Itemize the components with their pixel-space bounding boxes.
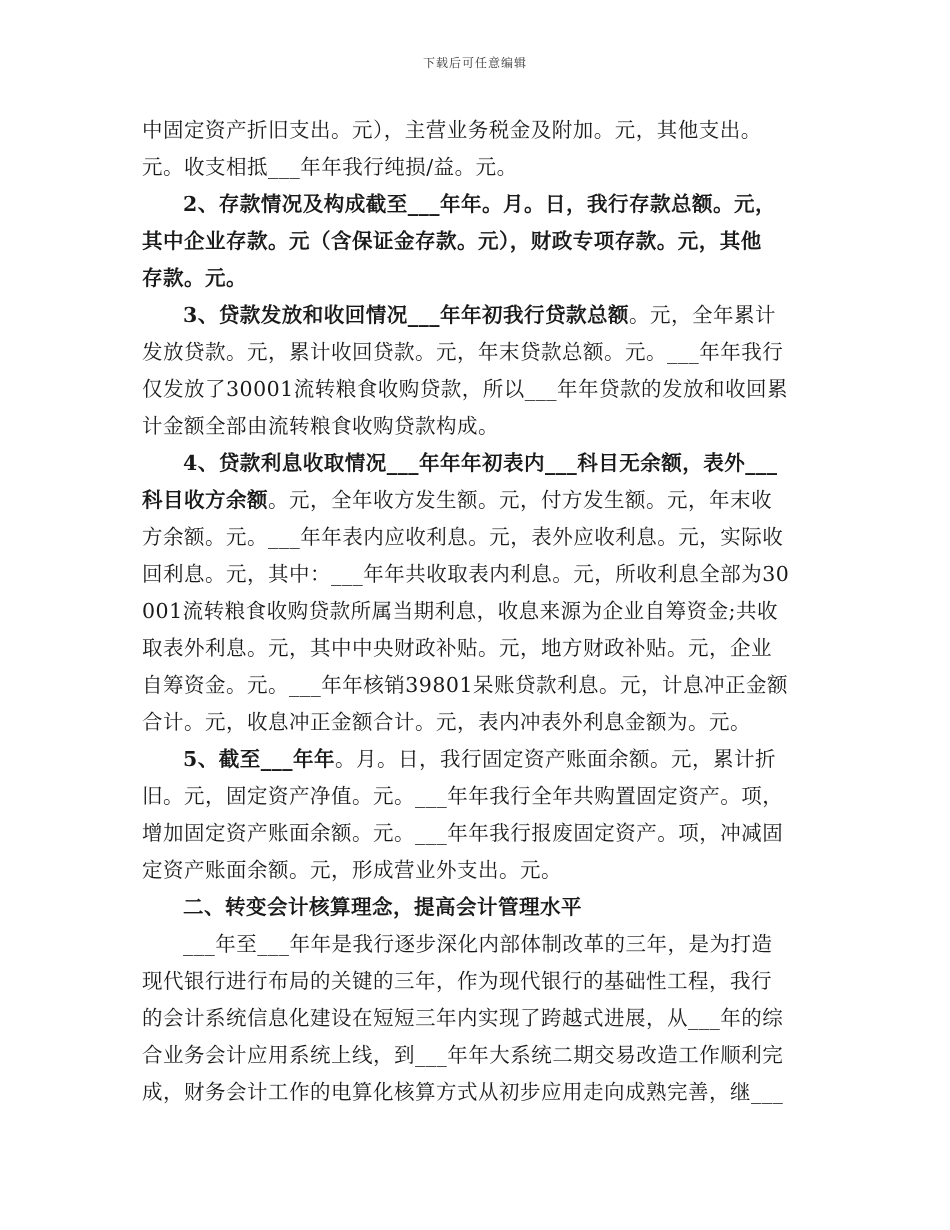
text-line bbox=[142, 149, 810, 186]
text-line bbox=[142, 704, 810, 741]
bold-text-run: 其中企业存款。元（含保证金存款。元），财政专项存款。元，其他 bbox=[142, 229, 762, 253]
text-run: 发放贷款。元，累计收回贷款。元，年末贷款总额。元。___年年我行 bbox=[142, 340, 784, 364]
text-run: 元。收支相抵___年年我行纯损/益。元。 bbox=[142, 155, 518, 179]
text-run: 取表外利息。元，其中中央财政补贴。元，地方财政补贴。元，企业 bbox=[142, 636, 772, 660]
text-line bbox=[142, 112, 810, 149]
text-line bbox=[142, 630, 810, 667]
document-body bbox=[142, 112, 810, 1111]
text-line bbox=[142, 556, 810, 593]
bold-text-run: 5、截至___年年 bbox=[183, 747, 336, 771]
text-run: 定资产账面余额。元，形成营业外支出。元。 bbox=[142, 858, 562, 882]
text-run: 合业务会计应用系统上线，到___年年大系统二期交易改造工作顺利完 bbox=[142, 1043, 784, 1067]
bold-text-run: 2、存款情况及构成截至___年年。月。日，我行存款总额。元， bbox=[183, 192, 777, 216]
text-run: 现代银行进行布局的关键的三年，作为现代银行的基础性工程，我行 bbox=[142, 969, 772, 993]
text-run: 合计。元，收息冲正金额合计。元，表内冲表外利息金额为。元。 bbox=[142, 710, 751, 734]
text-line bbox=[142, 297, 810, 334]
bold-text-run: 科目收方余额 bbox=[142, 488, 268, 512]
bold-text-run: 3、贷款发放和收回情况___年年初我行贷款总额 bbox=[183, 303, 630, 327]
bold-text-run: 二、转变会计核算理念，提高会计管理水平 bbox=[183, 895, 582, 919]
text-run: 。元，全年累计 bbox=[629, 303, 777, 327]
page-header: 下载后可任意编辑 bbox=[422, 56, 527, 70]
text-line bbox=[142, 741, 810, 778]
text-run: 增加固定资产账面余额。元。___年年我行报废固定资产。项，冲减固 bbox=[142, 821, 784, 845]
text-line bbox=[142, 186, 810, 223]
text-run: 。元，全年收方发生额。元，付方发生额。元，年末收 bbox=[268, 488, 772, 512]
text-run: 。月。日，我行固定资产账面余额。元，累计折 bbox=[335, 747, 777, 771]
text-line bbox=[142, 963, 810, 1000]
text-line bbox=[142, 667, 810, 704]
text-line bbox=[142, 852, 810, 889]
text-line bbox=[142, 926, 810, 963]
text-run: 旧。元，固定资产净值。元。___年年我行全年共购置固定资产。项， bbox=[142, 784, 784, 808]
text-run: 计金额全部由流转粮食收购贷款构成。 bbox=[142, 414, 499, 438]
bold-text-run: 存款。元。 bbox=[142, 266, 247, 290]
text-run: 仅发放了30001流转粮食收购贷款，所以___年年贷款的发放和收回累 bbox=[142, 377, 788, 401]
text-run: 的会计系统信息化建设在短短三年内实现了跨越式进展，从___年的综 bbox=[142, 1006, 784, 1030]
text-line bbox=[142, 1000, 810, 1037]
text-line bbox=[142, 593, 810, 630]
text-run: 中固定资产折旧支出。元），主营业务税金及附加。元，其他支出。 bbox=[142, 118, 762, 142]
text-line bbox=[142, 1037, 810, 1074]
text-run: 成，财务会计工作的电算化核算方式从初步应用走向成熟完善，继___ bbox=[142, 1080, 784, 1104]
text-line bbox=[142, 371, 810, 408]
text-line bbox=[142, 519, 810, 556]
text-line bbox=[142, 445, 810, 482]
text-run: 方余额。元。___年年表内应收利息。元，表外应收利息。元，实际收 bbox=[142, 525, 784, 549]
text-run: ___年至___年年是我行逐步深化内部体制改革的三年，是为打造 bbox=[183, 932, 773, 956]
text-run: 自筹资金。元。___年年核销39801呆账贷款利息。元，计息冲正金额 bbox=[142, 673, 788, 697]
text-line bbox=[142, 223, 810, 260]
text-run: 回利息。元，其中：___年年共收取表内利息。元，所收利息全部为30 bbox=[142, 562, 790, 586]
bold-text-run: 4、贷款利息收取情况___年年年初表内___科目无余额，表外___ bbox=[183, 451, 778, 475]
text-line bbox=[142, 815, 810, 852]
text-line bbox=[142, 778, 810, 815]
text-line bbox=[142, 334, 810, 371]
text-line bbox=[142, 482, 810, 519]
text-line bbox=[142, 260, 810, 297]
text-line bbox=[142, 1074, 810, 1111]
text-line bbox=[142, 889, 810, 926]
text-line bbox=[142, 408, 810, 445]
text-run: 001流转粮食收购贷款所属当期利息，收息来源为企业自筹资金;共收 bbox=[142, 599, 779, 623]
